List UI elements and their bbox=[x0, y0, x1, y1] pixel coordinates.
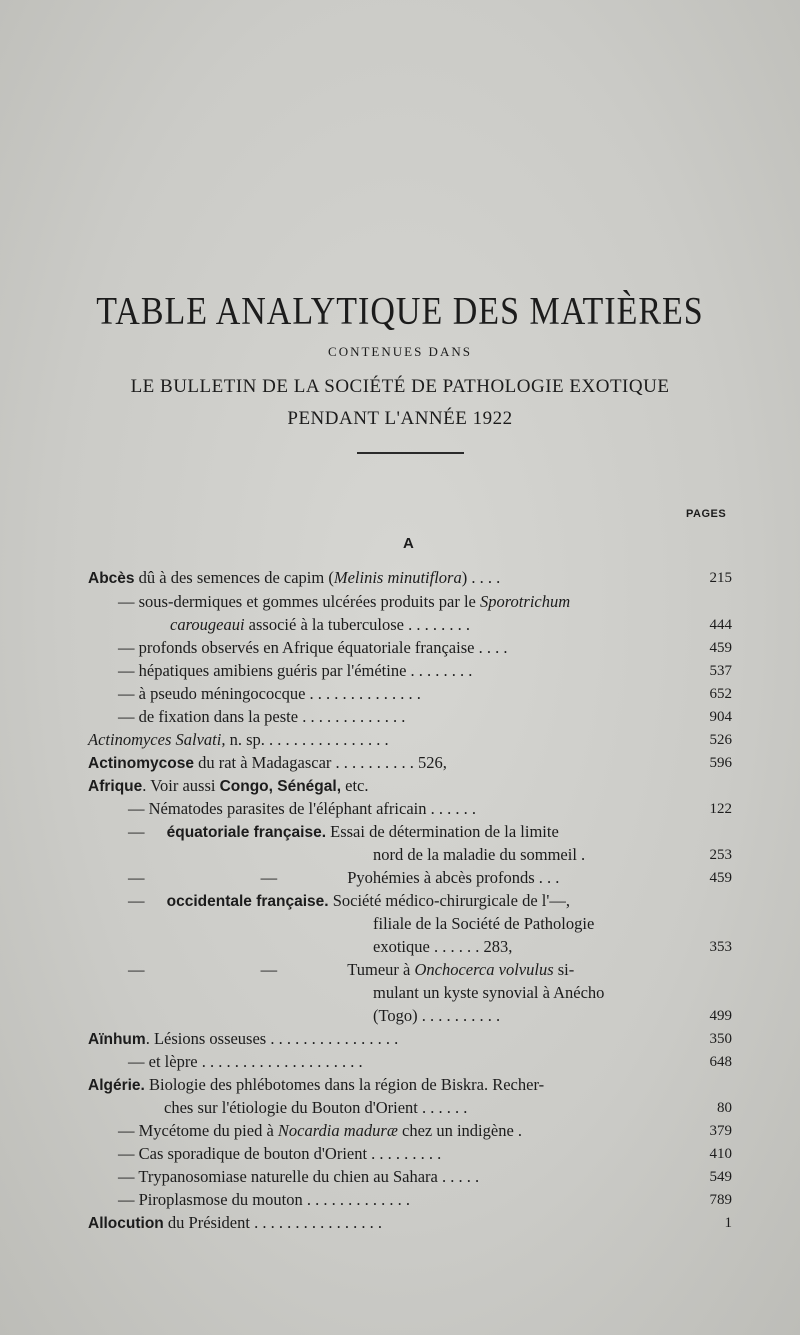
page-number: 80 bbox=[717, 1100, 732, 1116]
index-entry bbox=[118, 637, 507, 659]
entry-text: et lèpre . . . . . . . . . . . . . . . . . . . . bbox=[144, 1052, 363, 1071]
page-number: 253 bbox=[709, 847, 732, 863]
page-number: 122 bbox=[709, 801, 732, 817]
page-number: 353 bbox=[709, 939, 732, 955]
entry-text: . Lésions osseuses . . . . . . . . . . . . . . . . bbox=[145, 1029, 399, 1048]
entry-text: Société médico-chirurgicale de l'—, bbox=[328, 891, 570, 910]
page-number: 499 bbox=[709, 1008, 732, 1024]
index-entry bbox=[373, 936, 512, 958]
entry-text: nord de la maladie du sommeil . bbox=[373, 845, 586, 864]
entry-text: filiale de la Société de Pathologie bbox=[373, 914, 595, 933]
entry-keyword: Algérie. bbox=[88, 1077, 145, 1094]
index-entry bbox=[118, 1166, 479, 1188]
index-entry bbox=[128, 798, 476, 820]
entry-dash: — bbox=[260, 868, 278, 887]
index-entry bbox=[118, 660, 472, 682]
index-entry bbox=[118, 683, 421, 705]
entry-dash: — bbox=[260, 960, 278, 979]
entry-text: Nématodes parasites de l'éléphant africain . . . . . . bbox=[144, 799, 476, 818]
entry-text: dû à des semences de capim ( bbox=[134, 568, 334, 587]
entry-italic: Onchocerca volvulus bbox=[414, 960, 554, 979]
index-entry bbox=[88, 567, 500, 589]
subtitle: CONTENUES DANS bbox=[328, 344, 472, 359]
entry-text: n. sp. . . . . . . . . . . . . . . . bbox=[225, 730, 389, 749]
page-number: 1 bbox=[724, 1215, 732, 1231]
entry-dash: — bbox=[118, 1144, 135, 1163]
entry-text: Cas sporadique de bouton d'Orient . . . . . . . . . bbox=[134, 1144, 442, 1163]
entry-text: associé à la tuberculose . . . . . . . . bbox=[244, 615, 470, 634]
index-entry bbox=[128, 1051, 363, 1073]
entry-keyword: Congo, Sénégal, bbox=[219, 778, 342, 795]
page-number: 350 bbox=[709, 1031, 732, 1047]
entry-text: mulant un kyste synovial à Anécho bbox=[373, 983, 605, 1002]
entry-dash: — bbox=[118, 707, 135, 726]
entry-text: Trypanosomiase naturelle du chien au Sahara . . . . . bbox=[134, 1167, 480, 1186]
page-number: 410 bbox=[709, 1146, 732, 1162]
index-entry bbox=[128, 959, 574, 981]
index-entry bbox=[373, 1005, 500, 1027]
page-number: 215 bbox=[709, 570, 732, 586]
entry-dash: — bbox=[128, 822, 145, 841]
entry-italic: Sporotrichum bbox=[480, 592, 571, 611]
entry-keyword: occidentale française. bbox=[166, 893, 329, 910]
pages-column-header: PAGES bbox=[686, 508, 727, 520]
bulletin-title: LE BULLETIN DE LA SOCIÉTÉ DE PATHOLOGIE EXOTIQUE bbox=[130, 376, 670, 397]
entry-dash: — bbox=[118, 661, 135, 680]
entry-text: . Voir aussi bbox=[142, 776, 220, 795]
entry-text: etc. bbox=[341, 776, 369, 795]
page-number: 549 bbox=[709, 1169, 732, 1185]
index-entry bbox=[88, 775, 369, 797]
entry-text: exotique . . . . . . 283, bbox=[373, 937, 513, 956]
page-number: 459 bbox=[709, 640, 732, 656]
page-title: TABLE ANALYTIQUE DES MATIÈRES bbox=[96, 290, 704, 333]
entry-text: Mycétome du pied à bbox=[134, 1121, 278, 1140]
entry-text: Essai de détermination de la limite bbox=[326, 822, 559, 841]
entry-dash: — bbox=[128, 868, 145, 887]
index-entry bbox=[118, 1143, 441, 1165]
entry-italic: Actinomyces Salvati, bbox=[88, 730, 226, 749]
page-number: 459 bbox=[709, 870, 732, 886]
entry-text: sous-dermiques et gommes ulcérées produits par le bbox=[134, 592, 480, 611]
page-number: 526 bbox=[709, 732, 732, 748]
entry-keyword: Aïnhum bbox=[88, 1031, 146, 1048]
index-entry bbox=[373, 844, 585, 866]
entry-text: du Président . . . . . . . . . . . . . . . . bbox=[163, 1213, 382, 1232]
index-entry bbox=[88, 729, 389, 751]
entry-text: Tumeur à bbox=[347, 960, 415, 979]
index-entry bbox=[373, 982, 604, 1004]
entry-keyword: Afrique bbox=[88, 778, 143, 795]
index-entry bbox=[88, 1028, 398, 1050]
index-entry bbox=[128, 821, 559, 843]
entry-text: Pyohémies à abcès profonds . . . bbox=[347, 868, 560, 887]
page-number: 648 bbox=[709, 1054, 732, 1070]
entry-dash: — bbox=[128, 960, 145, 979]
entry-text: à pseudo méningococque . . . . . . . . . . . . . . bbox=[134, 684, 421, 703]
entry-dash: — bbox=[118, 1121, 135, 1140]
page-number: 904 bbox=[709, 709, 732, 725]
index-entry bbox=[164, 1097, 467, 1119]
section-letter: A bbox=[403, 535, 414, 552]
index-entry bbox=[118, 591, 570, 613]
entry-text: Biologie des phlébotomes dans la région de Biskra. Recher- bbox=[144, 1075, 545, 1094]
entry-keyword: Allocution bbox=[88, 1215, 164, 1232]
index-entry bbox=[88, 752, 447, 774]
entry-text: hépatiques amibiens guéris par l'émétine . . . . . . . . bbox=[134, 661, 473, 680]
entry-text: ches sur l'étiologie du Bouton d'Orient . . . . . . bbox=[164, 1098, 468, 1117]
index-entry bbox=[88, 1074, 544, 1096]
page-number: 537 bbox=[709, 663, 732, 679]
index-entry bbox=[373, 913, 594, 935]
entry-keyword: Actinomycose bbox=[88, 755, 194, 772]
index-entry bbox=[128, 867, 559, 889]
entry-text: Piroplasmose du mouton . . . . . . . . . . . . . bbox=[134, 1190, 410, 1209]
entry-text: chez un indigène . bbox=[397, 1121, 523, 1140]
index-entry bbox=[118, 1189, 410, 1211]
entry-text: de fixation dans la peste . . . . . . . . . . . . . bbox=[134, 707, 406, 726]
entry-keyword: équatoriale française. bbox=[166, 824, 326, 841]
entry-keyword: Abcès bbox=[88, 570, 135, 587]
entry-dash: — bbox=[128, 891, 145, 910]
entry-text: profonds observés en Afrique équatoriale française . . . . bbox=[134, 638, 508, 657]
entry-dash: — bbox=[118, 1190, 135, 1209]
entry-dash: — bbox=[118, 638, 135, 657]
entry-italic: Melinis minutiflora bbox=[333, 568, 462, 587]
entry-italic: Nocardia maduræ bbox=[277, 1121, 398, 1140]
entry-text: (Togo) . . . . . . . . . . bbox=[373, 1006, 501, 1025]
entry-text: ) . . . . bbox=[461, 568, 501, 587]
entry-dash: — bbox=[118, 684, 135, 703]
page-number: 652 bbox=[709, 686, 732, 702]
index-entry bbox=[128, 890, 570, 912]
entry-dash: — bbox=[118, 1167, 135, 1186]
year-line: PENDANT L'ANNÉE 1922 bbox=[287, 408, 513, 429]
index-entry bbox=[118, 706, 405, 728]
page-number: 444 bbox=[709, 617, 732, 633]
entry-text: si- bbox=[553, 960, 575, 979]
entry-dash: — bbox=[128, 799, 145, 818]
entry-dash: — bbox=[118, 592, 135, 611]
page-number: 379 bbox=[709, 1123, 732, 1139]
entry-dash: — bbox=[128, 1052, 145, 1071]
entry-text: du rat à Madagascar . . . . . . . . . . 526, bbox=[193, 753, 447, 772]
index-entry bbox=[88, 1212, 382, 1234]
index-entry bbox=[170, 614, 470, 636]
entry-italic: carougeaui bbox=[170, 615, 245, 634]
page-number: 789 bbox=[709, 1192, 732, 1208]
page-number: 596 bbox=[709, 755, 732, 771]
index-entry bbox=[118, 1120, 522, 1142]
